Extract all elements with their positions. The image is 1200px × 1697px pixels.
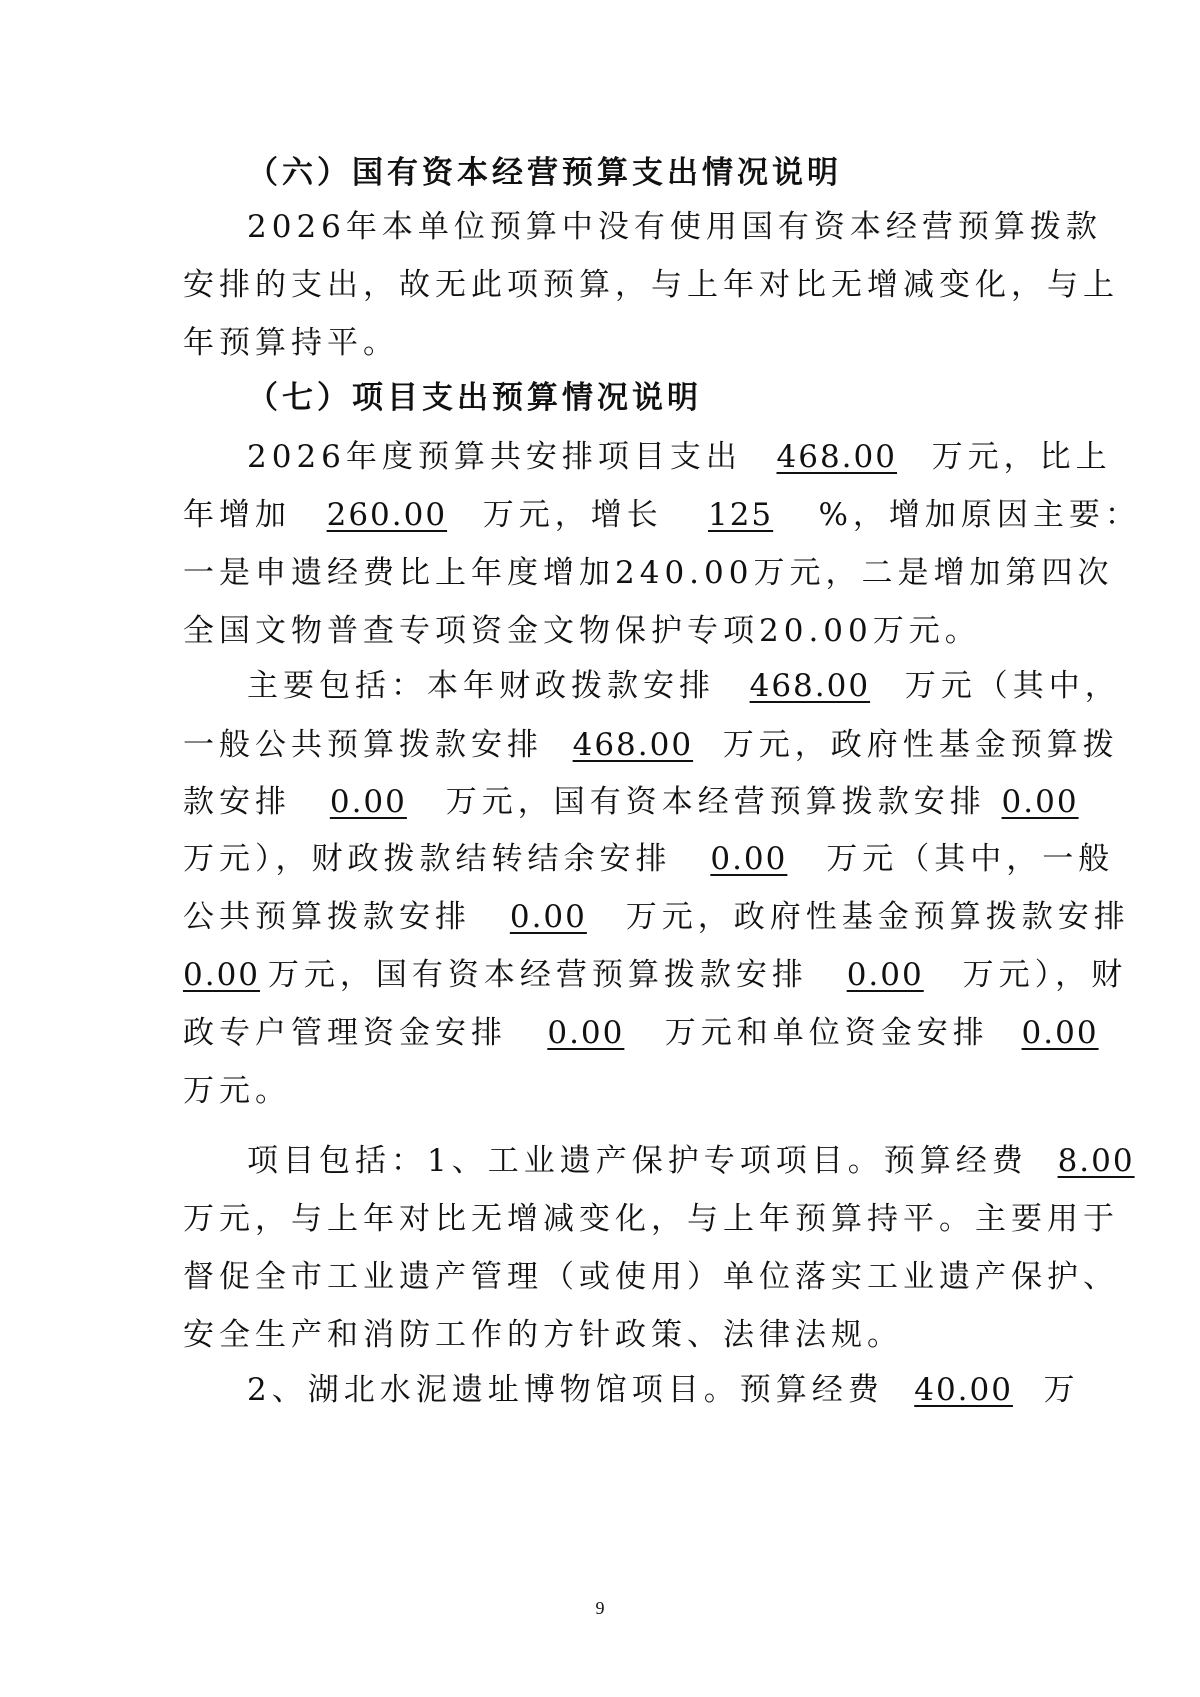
text-run: 万元，比上 bbox=[931, 439, 1112, 475]
text-run: 年预算持平。 bbox=[183, 325, 399, 361]
page-number: 9 bbox=[595, 1598, 605, 1618]
section-6-paragraph-line bbox=[183, 265, 1119, 305]
underlined-amount: 468.00 bbox=[776, 439, 897, 475]
underlined-amount: 0.00 bbox=[1021, 1015, 1099, 1051]
section-7-paragraph-line bbox=[183, 725, 1119, 765]
text-run: 全国文物普查专项资金文物保护专项20.00万元。 bbox=[183, 613, 981, 649]
text-run: 万元，与上年对比无增减变化，与上年预算持平。主要用于 bbox=[183, 1201, 1119, 1237]
text-run: 安全生产和消防工作的方针政策、法律法规。 bbox=[183, 1317, 903, 1353]
section-7-heading: （七）项目支出预算情况说明 bbox=[247, 380, 702, 416]
section-7-paragraph-line bbox=[183, 1257, 1119, 1297]
section-7-paragraph-line bbox=[183, 1071, 1023, 1111]
underlined-percent: 125 bbox=[707, 497, 774, 533]
underlined-amount: 0.00 bbox=[710, 841, 788, 877]
text-run: 万元（其中， bbox=[904, 668, 1121, 704]
text-run: 万 bbox=[1043, 1372, 1080, 1408]
text-run: 2、湖北水泥遗址博物馆项目。预算经费 bbox=[247, 1372, 884, 1408]
section-7-paragraph-line bbox=[247, 1370, 1080, 1410]
text-run: 万元。 bbox=[183, 1073, 291, 1109]
section-7-paragraph-line bbox=[183, 553, 1114, 593]
text-run: 政专户管理资金安排 bbox=[183, 1015, 507, 1051]
underlined-amount: 0.00 bbox=[509, 899, 587, 935]
underlined-amount: 0.00 bbox=[183, 957, 261, 993]
section-7-paragraph-line bbox=[247, 666, 1121, 706]
text-run: 公共预算拨款安排 bbox=[183, 899, 471, 935]
section-6-heading: （六）国有资本经营预算支出情况说明 bbox=[247, 155, 842, 191]
text-run: 万元），财 bbox=[962, 957, 1128, 993]
section-7-paragraph-line bbox=[183, 782, 1079, 822]
text-run: 年增加 bbox=[183, 497, 291, 533]
text-run: 万元，政府性基金预算拨款安排 bbox=[625, 899, 1130, 935]
section-7-paragraph-line bbox=[183, 897, 1130, 937]
text-run: %，增加原因主要： bbox=[818, 497, 1141, 533]
underlined-amount: 0.00 bbox=[547, 1015, 625, 1051]
underlined-amount: 8.00 bbox=[1057, 1143, 1135, 1179]
section-7-paragraph-line bbox=[247, 437, 1112, 477]
underlined-amount: 0.00 bbox=[329, 784, 407, 820]
underlined-amount: 40.00 bbox=[914, 1372, 1013, 1408]
section-7-paragraph-line bbox=[183, 611, 1023, 651]
text-run: 万元和单位资金安排 bbox=[664, 1015, 989, 1051]
text-run: 万元，政府性基金预算拨 bbox=[722, 727, 1119, 763]
underlined-amount: 0.00 bbox=[1001, 784, 1079, 820]
text-run: 款安排 bbox=[183, 784, 291, 820]
text-run: 项目包括：1、工业遗产保护专项项目。预算经费 bbox=[247, 1143, 1028, 1179]
section-7-paragraph-line bbox=[183, 955, 1128, 995]
text-run: 万元，增长 bbox=[482, 497, 663, 533]
section-7-paragraph-line bbox=[183, 495, 1141, 535]
underlined-amount: 0.00 bbox=[846, 957, 924, 993]
section-6-paragraph-line bbox=[183, 323, 1023, 363]
underlined-amount: 468.00 bbox=[572, 727, 694, 763]
text-run: 万元（其中，一般 bbox=[826, 841, 1115, 877]
section-7-paragraph-line bbox=[183, 839, 1115, 879]
text-run: 一般公共预算拨款安排 bbox=[183, 727, 543, 763]
text-run: 万元，国有资本经营预算拨款安排 bbox=[267, 957, 808, 993]
text-run: 安排的支出，故无此项预算，与上年对比无增减变化，与上 bbox=[183, 267, 1119, 303]
text-run: 2026年度预算共安排项目支出 bbox=[247, 439, 742, 475]
text-run: 主要包括：本年财政拨款安排 bbox=[247, 668, 715, 704]
section-7-paragraph-line bbox=[183, 1199, 1119, 1239]
text-run: 万元），财政拨款结转结余安排 bbox=[183, 841, 672, 877]
section-7-paragraph-line bbox=[183, 1315, 1023, 1355]
underlined-amount: 468.00 bbox=[749, 668, 871, 704]
section-6-paragraph-line bbox=[247, 207, 1102, 247]
text-run: 2026年本单位预算中没有使用国有资本经营预算拨款 bbox=[247, 209, 1102, 245]
text-run: 万元，国有资本经营预算拨款安排 bbox=[445, 784, 986, 820]
text-run: 督促全市工业遗产管理（或使用）单位落实工业遗产保护、 bbox=[183, 1259, 1119, 1295]
section-7-paragraph-line bbox=[183, 1013, 1099, 1053]
section-7-paragraph-line bbox=[247, 1141, 1135, 1181]
underlined-amount: 260.00 bbox=[326, 497, 448, 533]
text-run: 一是申遗经费比上年度增加240.00万元，二是增加第四次 bbox=[183, 555, 1114, 591]
